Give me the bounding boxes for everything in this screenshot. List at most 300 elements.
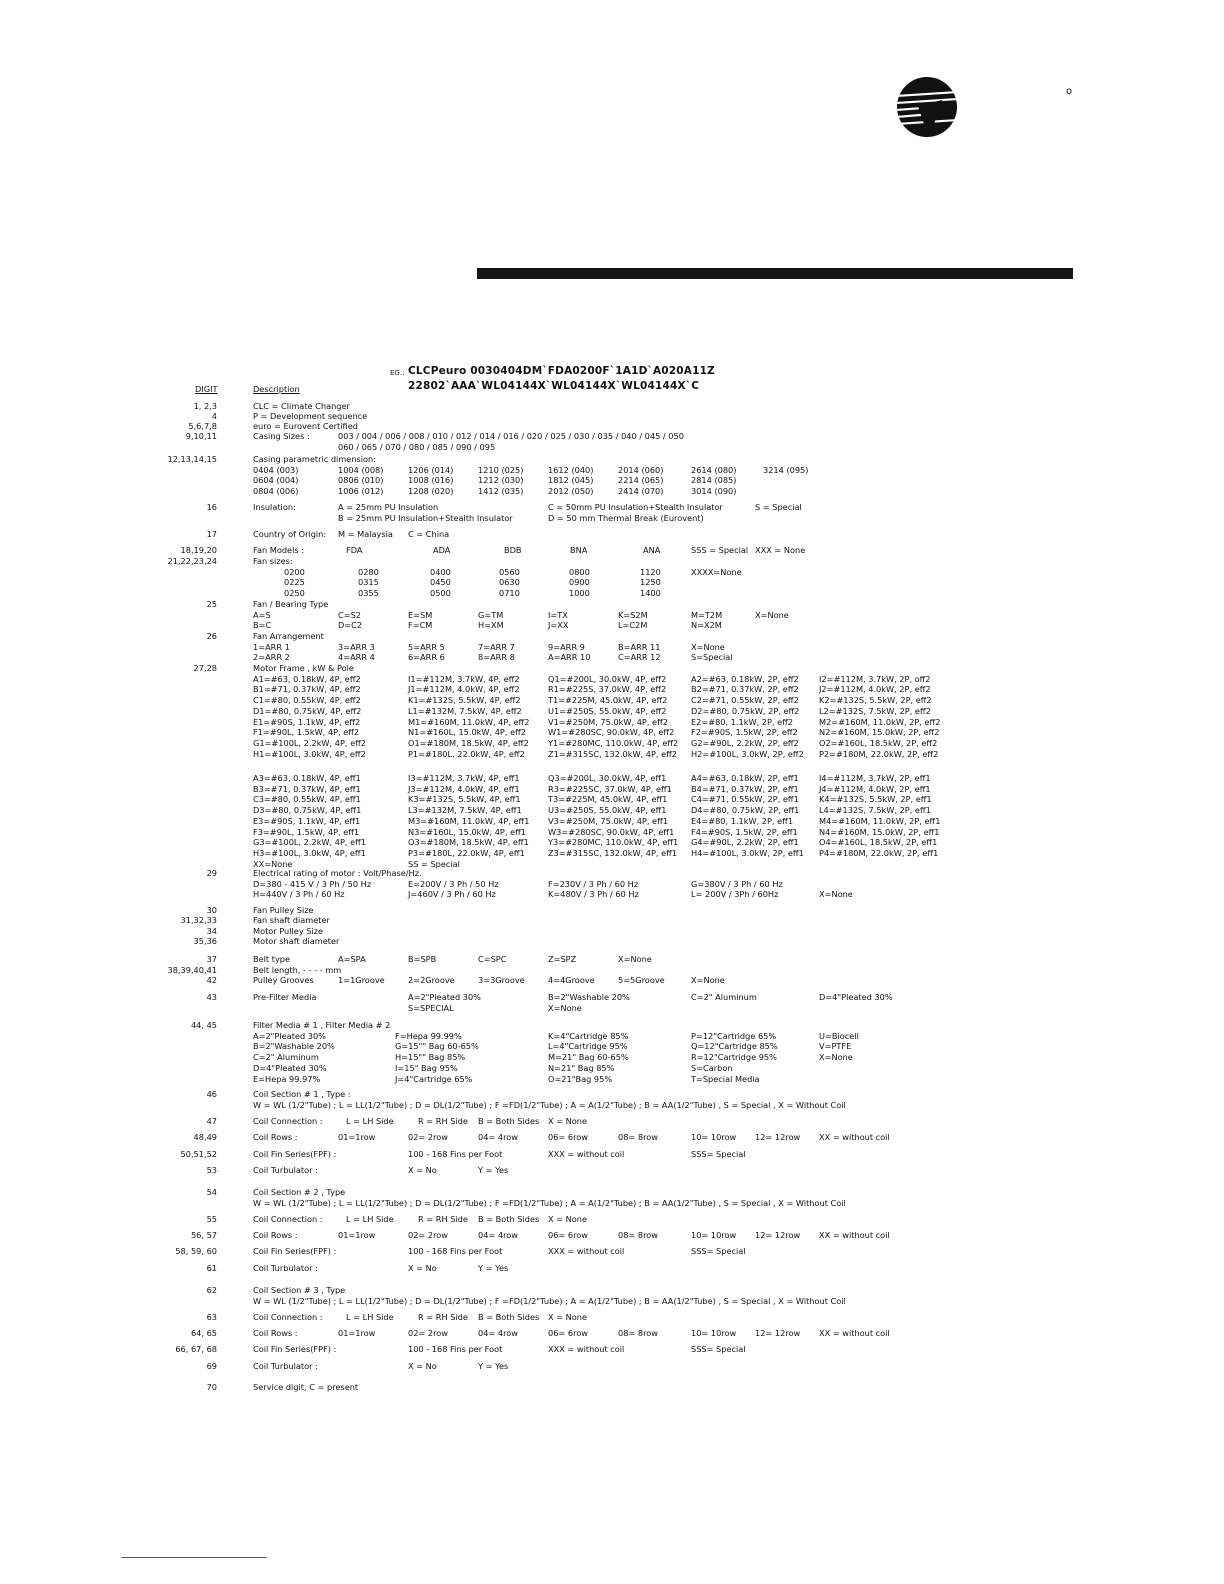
description-cell: L = LH Side <box>346 1312 394 1322</box>
description-cell: 0400 <box>430 566 451 577</box>
description-cell: X = No <box>408 1361 437 1371</box>
description-cell: 8=ARR 8 <box>478 652 515 663</box>
description-cell: Pulley Grooves <box>253 975 314 985</box>
description-cell: E1=#90S, 1.1kW, 4P, eff2 <box>253 716 361 727</box>
description-cell: 2614 (080) <box>691 464 737 475</box>
description-cell: G3=#100L, 2.2kW, 4P, eff1 <box>253 837 366 848</box>
description-cell: Coil Connection : <box>253 1312 323 1322</box>
description-cell: 06= 6row <box>548 1132 588 1142</box>
description-cell: C = 50mm PU Insulation+Stealth Insulator <box>548 502 723 512</box>
description-cell: L = LH Side <box>346 1116 394 1126</box>
description-cell: O2=#160L, 18.5kW, 2P, eff2 <box>819 737 938 748</box>
description-cell: 1612 (040) <box>548 464 594 475</box>
description-cell: B = Both Sides <box>478 1312 540 1322</box>
description-cell: N=X2M <box>691 620 722 631</box>
description-cell: F3=#90L, 1.5kW, 4P, eff1 <box>253 826 360 837</box>
description-cell: K4=#132S, 5.5kW, 2P, eff1 <box>819 794 932 805</box>
description-cell: 12= 12row <box>755 1132 801 1142</box>
description-cell: D=C2 <box>338 620 363 631</box>
description-cell: F=Hepa 99.99% <box>395 1030 462 1041</box>
description-cell: X=None <box>548 1002 582 1013</box>
description-line: Coil Section # 2 , Type <box>253 1187 346 1197</box>
description-cell: N=21" Bag 85% <box>548 1062 615 1073</box>
description-cell: 01=1row <box>338 1132 376 1142</box>
description-cell: Fan / Bearing Type <box>253 599 329 609</box>
description-cell: J1=#112M, 4.0kW, 4P, eff2 <box>408 684 520 695</box>
description-cell: C=SPC <box>478 954 507 964</box>
description-cell: 08= 8row <box>618 1328 658 1338</box>
description-cell: FDA <box>346 545 363 555</box>
description-cell: Casing Sizes : <box>253 431 310 441</box>
description-cell: A2=#63, 0.18kW, 2P, eff2 <box>691 673 799 684</box>
description-cell: 06= 6row <box>548 1230 588 1240</box>
description-cell: M=21" Bag 60-65% <box>548 1052 629 1063</box>
description-cell: O1=#180M, 18.5kW, 4P, eff2 <box>408 737 529 748</box>
description-cell: B=2"Washable 20% <box>253 1041 335 1052</box>
description-cell: Insulation: <box>253 502 296 512</box>
description-cell: V=PTFE <box>819 1041 852 1052</box>
description-cell: R=12"Cartridge 95% <box>691 1052 777 1063</box>
digit-label: 70 <box>206 1382 217 1392</box>
description-cell: I=TX <box>548 609 568 620</box>
description-cell: V1=#250M, 75.0kW, 4P, eff2 <box>548 716 668 727</box>
digit-label: 34 <box>206 926 217 936</box>
description-cell: G=TM <box>478 609 504 620</box>
description-cell: B = Both Sides <box>478 1116 540 1126</box>
description-cell: B3=#71, 0.37kW, 4P, eff1 <box>253 783 361 794</box>
digit-label: 16 <box>206 502 217 512</box>
description-cell: XX=None <box>253 858 293 869</box>
description-cell: H3=#100L, 3.0kW, 4P, eff1 <box>253 847 366 858</box>
description-cell: Coil Turbulator : <box>253 1361 318 1371</box>
description-cell: S=Special <box>691 652 733 663</box>
description-cell: Country of Origin: <box>253 529 327 539</box>
description-cell: 04= 4row <box>478 1230 518 1240</box>
description-cell: F=CM <box>408 620 433 631</box>
description-cell: B=SPB <box>408 954 437 964</box>
description-cell: Z=SPZ <box>548 954 577 964</box>
description-cell: Q3=#200L, 30.0kW, 4P, eff1 <box>548 773 667 783</box>
digit-label: 31,32,33 <box>180 915 217 925</box>
description-cell: J2=#112M, 4.0kW, 2P, eff2 <box>819 684 931 695</box>
description-cell: B2=#71, 0.37kW, 2P, eff2 <box>691 684 799 695</box>
description-cell: S=Carbon <box>691 1062 733 1073</box>
description-cell: 12= 12row <box>755 1230 801 1240</box>
description-cell: J=460V / 3 Ph / 60 Hz <box>408 889 496 900</box>
description-line: W = WL (1/2"Tube) ; L = LL(1/2"Tube) ; D = DL(1/2"Tube) ; F =FD(1/2"Tube) ; A = A(1/2"Tube) ; B = AA(1/2"Tube) , S = Special , X = Without Coil <box>253 1197 846 1208</box>
description-cell: 0900 <box>569 577 590 588</box>
description-cell: C4=#71, 0.55kW, 2P, eff1 <box>691 794 799 805</box>
description-cell: C3=#80, 0.55kW, 4P, eff1 <box>253 794 361 805</box>
description-cell: ANA <box>643 545 661 555</box>
description-cell: A=2"Pleated 30% <box>253 1030 326 1041</box>
description-cell: M1=#160M, 11.0kW, 4P, eff2 <box>408 716 530 727</box>
description-cell: Z1=#315SC, 132.0kW, 4P, eff2 <box>548 748 678 759</box>
description-cell: 0804 (006) <box>253 486 299 497</box>
description-cell: E2=#80, 1.1kW, 2P, eff2 <box>691 716 794 727</box>
description-cell: 08= 8row <box>618 1230 658 1240</box>
digit-label: 64, 65 <box>190 1328 217 1338</box>
description-cell: 6=ARR 6 <box>408 652 445 663</box>
description-cell: 2014 (060) <box>618 464 664 475</box>
description-cell: 3=ARR 3 <box>338 641 375 652</box>
description-line: Belt length, - - - - mm <box>253 965 342 975</box>
description-cell: A=2"Pleated 30% <box>408 992 481 1002</box>
description-cell: 0404 (003) <box>253 464 299 475</box>
description-cell: H=440V / 3 Ph / 60 Hz <box>253 889 345 900</box>
description-cell: K=4"Cartridge 85% <box>548 1030 629 1041</box>
description-cell: L = LH Side <box>346 1214 394 1224</box>
description-cell: V3=#250M, 75.0kW, 4P, eff1 <box>548 815 668 826</box>
description-cell: M = Malaysia <box>338 529 393 539</box>
description-cell: D1=#80, 0.75kW, 4P, eff2 <box>253 705 362 716</box>
description-cell: L= 200V / 3Ph / 60Hz <box>691 889 779 900</box>
registered-mark: o <box>1066 86 1073 97</box>
description-cell: 100 - 168 Fins per Foot <box>408 1149 503 1159</box>
description-cell: H4=#100L, 3.0kW, 2P, eff1 <box>691 847 804 858</box>
description-cell: Coil Rows : <box>253 1132 298 1142</box>
description-cell: X=None <box>691 975 725 985</box>
digit-label: 43 <box>206 992 217 1002</box>
description-cell: C=ARR 12 <box>618 652 661 663</box>
description-cell: 1120 <box>640 566 661 577</box>
description-cell: 3014 (090) <box>691 486 737 497</box>
description-cell: F4=#90S, 1.5kW, 2P, eff1 <box>691 826 798 837</box>
description-cell: 0604 (004) <box>253 475 299 486</box>
description-cell: Coil Turbulator : <box>253 1263 318 1273</box>
description-cell: B=C <box>253 620 272 631</box>
description-cell: R3=#225SC, 37.0kW, 4P, eff1 <box>548 783 672 794</box>
description-cell: N2=#160M, 15.0kW, 2P, eff2 <box>819 727 940 738</box>
digit-label: 61 <box>206 1263 217 1273</box>
description-cell: R = RH Side <box>418 1214 468 1224</box>
description-cell: SSS= Special <box>691 1344 746 1354</box>
description-line: W = WL (1/2"Tube) ; L = LL(1/2"Tube) ; D = DL(1/2"Tube) ; F =FD(1/2"Tube) ; A = A(1/2"Tube) ; B = AA(1/2"Tube) , S = Special , X = Without Coil <box>253 1295 846 1306</box>
description-cell: A = 25mm PU Insulation <box>338 502 439 512</box>
description-cell: 1812 (045) <box>548 475 594 486</box>
description-cell: 1004 (008) <box>338 464 384 475</box>
digit-label: 55 <box>206 1214 217 1224</box>
description-cell: A=SPA <box>338 954 366 964</box>
description-line: W = WL (1/2"Tube) ; L = LL(1/2"Tube) ; D = DL(1/2"Tube) ; F =FD(1/2"Tube) ; A = A(1/2"Tube) ; B = AA(1/2"Tube) , S = Special , X = Without Coil <box>253 1099 846 1110</box>
description-cell: U=Biocell <box>819 1030 859 1041</box>
description-cell: 1212 (030) <box>478 475 524 486</box>
description-cell: K1=#132S, 5.5kW, 4P, eff2 <box>408 695 521 706</box>
description-cell: N4=#160M, 15.0kW, 2P, eff1 <box>819 826 940 837</box>
description-cell: G=380V / 3 Ph / 60 Hz <box>691 878 783 889</box>
description-cell: BDB <box>504 545 522 555</box>
digit-label: 62 <box>206 1285 217 1295</box>
description-cell: E=SM <box>408 609 433 620</box>
description-cell: E=200V / 3 Ph / 50 Hz <box>408 878 499 889</box>
digit-label: 9,10,11 <box>185 431 217 441</box>
description-line: Service digit, C = present <box>253 1382 359 1392</box>
description-cell: U1=#250S, 55.0kW, 4P, eff2 <box>548 705 667 716</box>
description-cell: XXX = without coil <box>548 1246 625 1256</box>
description-cell: 4=ARR 4 <box>338 652 375 663</box>
description-cell: D2=#80, 0.75kW, 2P, eff2 <box>691 705 800 716</box>
description-line: Fan shaft diameter <box>253 915 330 925</box>
description-cell: 100 - 168 Fins per Foot <box>408 1246 503 1256</box>
digit-label: 63 <box>206 1312 217 1322</box>
description-cell: F2=#90S, 1.5kW, 2P, eff2 <box>691 727 798 738</box>
description-cell: SSS = Special <box>691 545 749 555</box>
digit-label: 30 <box>206 905 217 915</box>
description-cell: L=4"Cartridge 95% <box>548 1041 628 1052</box>
description-cell: 2214 (065) <box>618 475 664 486</box>
description-cell: C2=#71, 0.55kW, 2P, eff2 <box>691 695 799 706</box>
description-cell: 06= 6row <box>548 1328 588 1338</box>
digit-label: 25 <box>206 599 217 609</box>
description-cell: 02= 2row <box>408 1328 448 1338</box>
description-cell: B = Both Sides <box>478 1214 540 1224</box>
footnote-rule <box>121 1557 267 1558</box>
description-cell: E3=#90S, 1.1kW, 4P, eff1 <box>253 815 361 826</box>
description-cell: I1=#112M, 3.7kW, 4P, eff2 <box>408 673 520 684</box>
description-line: Coil Section # 1 , Type : <box>253 1089 351 1099</box>
description-cell: 0225 <box>284 577 305 588</box>
description-cell: C=2" Aluminum <box>253 1052 319 1063</box>
description-cell: B=ARR 11 <box>618 641 661 652</box>
description-cell: N3=#160L, 15.0kW, 4P, eff1 <box>408 826 526 837</box>
description-cell: W1=#280SC, 90.0kW, 4P, eff2 <box>548 727 675 738</box>
description-cell: 0355 <box>358 588 379 599</box>
description-cell: 1250 <box>640 577 661 588</box>
description-cell: S=SPECIAL <box>408 1002 454 1013</box>
description-cell: Fan Arrangement <box>253 631 324 641</box>
description-cell: ADA <box>433 545 451 555</box>
description-cell: 1400 <box>640 588 661 599</box>
description-line: CLC = Climate Changer <box>253 401 350 411</box>
description-cell: D4=#80, 0.75kW, 2P, eff1 <box>691 805 800 816</box>
description-cell: R = RH Side <box>418 1116 468 1126</box>
description-cell: 0450 <box>430 577 451 588</box>
description-cell: P3=#180L, 22.0kW, 4P, eff1 <box>408 847 525 858</box>
digit-label: 5,6,7,8 <box>188 421 217 431</box>
description-cell: 2814 (085) <box>691 475 737 486</box>
description-cell: P2=#180M, 22.0kW, 2P, eff2 <box>819 748 939 759</box>
description-cell: XX = without coil <box>819 1132 890 1142</box>
description-cell: G4=#90L, 2.2kW, 2P, eff1 <box>691 837 799 848</box>
description-cell: Coil Turbulator : <box>253 1165 318 1175</box>
description-cell: 7=ARR 7 <box>478 641 515 652</box>
description-cell: 060 / 065 / 070 / 080 / 085 / 090 / 095 <box>338 441 496 452</box>
description-cell: XXX = None <box>755 545 806 555</box>
description-cell: 10= 10row <box>691 1132 737 1142</box>
digit-label: 27,28 <box>193 663 217 673</box>
description-cell: I2=#112M, 3.7kW, 2P, off2 <box>819 673 931 684</box>
digit-label: 44, 45 <box>190 1020 217 1030</box>
description-cell: Fan Models : <box>253 545 304 555</box>
description-cell: Z3=#315SC, 132.0kW, 4P, eff1 <box>548 847 678 858</box>
description-cell: 1000 <box>569 588 590 599</box>
description-cell: 04= 4row <box>478 1132 518 1142</box>
description-cell: Coil Connection : <box>253 1116 323 1126</box>
description-cell: 10= 10row <box>691 1230 737 1240</box>
description-cell: M=T2M <box>691 609 723 620</box>
description-cell: F=230V / 3 Ph / 60 Hz <box>548 878 639 889</box>
description-line: Coil Section # 3 , Type <box>253 1285 346 1295</box>
description-cell: Y = Yes <box>478 1263 509 1273</box>
digit-label: 29 <box>206 868 217 878</box>
description-cell: K=480V / 3 Ph / 60 Hz <box>548 889 639 900</box>
description-cell: 4=4Groove <box>548 975 595 985</box>
description-cell: Coil Connection : <box>253 1214 323 1224</box>
description-cell: Y3=#280MC, 110.0kW, 4P, eff1 <box>548 837 679 848</box>
description-cell: P=12"Cartridge 65% <box>691 1030 777 1041</box>
description-cell: BNA <box>570 545 588 555</box>
description-cell: X=None <box>618 954 652 964</box>
description-cell: 0315 <box>358 577 379 588</box>
description-cell: 1210 (025) <box>478 464 524 475</box>
description-cell: C=2" Aluminum <box>691 992 757 1002</box>
description-cell: 9=ARR 9 <box>548 641 585 652</box>
description-cell: X = None <box>548 1312 588 1322</box>
description-cell: B=2"Washable 20% <box>548 992 630 1002</box>
description-cell: 0250 <box>284 588 305 599</box>
digit-label: 4 <box>211 411 217 421</box>
description-cell: 0500 <box>430 588 451 599</box>
description-cell: 1208 (020) <box>408 486 454 497</box>
example-code-line-2: 22802`AAA`WL04144X`WL04144X`WL04144X`C <box>408 380 700 392</box>
description-cell: M3=#160M, 11.0kW, 4P, eff1 <box>408 815 530 826</box>
description-cell: X = None <box>548 1116 588 1126</box>
description-cell: M4=#160M, 11.0kW, 2P, eff1 <box>819 815 941 826</box>
description-cell: 3214 (095) <box>763 464 809 475</box>
description-cell: J3=#112M, 4.0kW, 4P, eff1 <box>408 783 520 794</box>
description-line: Fan Pulley Size <box>253 905 314 915</box>
description-line: P = Development sequence <box>253 411 368 421</box>
digit-label: 48,49 <box>193 1132 217 1142</box>
description-cell: SSS= Special <box>691 1149 746 1159</box>
description-cell: Pre-Filter Media <box>253 992 317 1002</box>
description-cell: A4=#63, 0.18kW, 2P, eff1 <box>691 773 799 783</box>
digit-header: DIGIT <box>195 384 218 394</box>
description-cell: T=Special Media <box>691 1073 760 1084</box>
description-cell: 2414 (070) <box>618 486 664 497</box>
description-cell: L3=#132M, 7.5kW, 4P, eff1 <box>408 805 522 816</box>
description-cell: Filter Media # 1 , Filter Media # 2 <box>253 1020 391 1030</box>
digit-label: 58, 59, 60 <box>175 1246 217 1256</box>
description-cell: 0560 <box>499 566 520 577</box>
description-cell: L4=#132S, 7.5kW, 2P, eff1 <box>819 805 931 816</box>
description-cell: Coil Fin Series(FPF) : <box>253 1246 337 1256</box>
description-cell: Q=12"Cartridge 85% <box>691 1041 778 1052</box>
description-cell: O3=#180M, 18.5kW, 4P, eff1 <box>408 837 529 848</box>
description-cell: 5=5Groove <box>618 975 665 985</box>
description-cell: 1006 (012) <box>338 486 384 497</box>
description-cell: S = Special <box>755 502 802 512</box>
description-cell: O4=#160L, 18.5kW, 2P, eff1 <box>819 837 938 848</box>
description-cell: X = No <box>408 1165 437 1175</box>
description-cell: Motor Frame , kW & Pole <box>253 663 354 673</box>
description-cell: Q1=#200L, 30.0kW, 4P, eff2 <box>548 673 667 684</box>
trane-logo <box>896 76 958 138</box>
description-cell: 100 - 168 Fins per Foot <box>408 1344 503 1354</box>
description-cell: X = No <box>408 1263 437 1273</box>
description-cell: Belt type <box>253 954 291 964</box>
digit-label: 53 <box>206 1165 217 1175</box>
description-cell: 01=1row <box>338 1328 376 1338</box>
description-cell: B4=#71, 0.37kW, 2P, eff1 <box>691 783 799 794</box>
description-cell: Electrical rating of motor : Volt/Phase/Hz. <box>253 868 422 878</box>
description-cell: 003 / 004 / 006 / 008 / 010 / 012 / 014 / 016 / 020 / 025 / 030 / 035 / 040 / 045 / 050 <box>338 431 684 441</box>
description-cell: 3=3Groove <box>478 975 525 985</box>
description-cell: P4=#180M, 22.0kW, 2P, eff1 <box>819 847 939 858</box>
description-cell: 1=ARR 1 <box>253 641 290 652</box>
description-cell: 02= 2row <box>408 1230 448 1240</box>
description-cell: I4=#112M, 3.7kW, 2P, eff1 <box>819 773 931 783</box>
description-cell: 2=2Groove <box>408 975 455 985</box>
digit-label: 42 <box>206 975 217 985</box>
description-line: euro = Eurovent Certified <box>253 421 358 431</box>
description-cell: R = RH Side <box>418 1312 468 1322</box>
example-code-line-1: CLCPeuro 0030404DM`FDA0200F`1A1D`A020A11Z <box>408 365 715 377</box>
description-cell: 0280 <box>358 566 379 577</box>
digit-label: 46 <box>206 1089 217 1099</box>
description-cell: D3=#80, 0.75kW, 4P, eff1 <box>253 805 362 816</box>
description-cell: H2=#100L, 3.0kW, 2P, eff2 <box>691 748 804 759</box>
description-cell: D=380 - 415 V / 3 Ph / 50 Hz <box>253 878 372 889</box>
description-cell: A=S <box>253 609 271 620</box>
description-cell: R1=#225S, 37.0kW, 4P, eff2 <box>548 684 667 695</box>
description-cell: 0630 <box>499 577 520 588</box>
digit-label: 21,22,23,24 <box>167 556 217 566</box>
digit-label: 35,36 <box>193 936 217 946</box>
description-cell: C1=#80, 0.55kW, 4P, eff2 <box>253 695 361 706</box>
description-cell: C = China <box>408 529 450 539</box>
description-cell: T3=#225M, 45.0kW, 4P, eff1 <box>548 794 668 805</box>
digit-label: 12,13,14,15 <box>167 454 217 464</box>
description-cell: Coil Fin Series(FPF) : <box>253 1344 337 1354</box>
description-cell: 2=ARR 2 <box>253 652 290 663</box>
description-cell: I3=#112M, 3.7kW, 4P, eff1 <box>408 773 520 783</box>
description-cell: A=ARR 10 <box>548 652 591 663</box>
description-cell: 08= 8row <box>618 1132 658 1142</box>
digit-label: 66, 67, 68 <box>175 1344 217 1354</box>
description-cell: XX = without coil <box>819 1328 890 1338</box>
example-prefix: EG.: <box>390 369 405 377</box>
description-cell: XX = without coil <box>819 1230 890 1240</box>
description-cell: D=4"Pleated 30% <box>819 992 893 1002</box>
description-cell: J4=#112M, 4.0kW, 2P, eff1 <box>819 783 931 794</box>
description-cell: 5=ARR 5 <box>408 641 445 652</box>
description-cell: K3=#132S, 5.5kW, 4P, eff1 <box>408 794 521 805</box>
description-cell: XXX = without coil <box>548 1344 625 1354</box>
description-cell: 01=1row <box>338 1230 376 1240</box>
description-cell: X=None <box>691 641 725 652</box>
description-cell: G2=#90L, 2.2kW, 2P, eff2 <box>691 737 799 748</box>
description-cell: 12= 12row <box>755 1328 801 1338</box>
description-cell: 1412 (035) <box>478 486 524 497</box>
description-cell: L=C2M <box>618 620 648 631</box>
description-cell: P1=#180L, 22.0kW, 4P, eff2 <box>408 748 525 759</box>
digit-label: 18,19,20 <box>180 545 217 555</box>
description-cell: W3=#280SC, 90.0kW, 4P, eff1 <box>548 826 675 837</box>
description-cell: L1=#132M, 7.5kW, 4P, eff2 <box>408 705 522 716</box>
description-cell: 10= 10row <box>691 1328 737 1338</box>
description-cell: Y = Yes <box>478 1165 509 1175</box>
description-cell: F1=#90L, 1.5kW, 4P, eff2 <box>253 727 360 738</box>
description-cell: SSS= Special <box>691 1246 746 1256</box>
description-cell: D=4"Pleated 30% <box>253 1062 327 1073</box>
description-cell: Coil Rows : <box>253 1230 298 1240</box>
description-cell: U3=#250S, 55.0kW, 4P, eff1 <box>548 805 667 816</box>
description-cell: B = 25mm PU Insulation+Stealth Insulator <box>338 512 513 523</box>
digit-label: 69 <box>206 1361 217 1371</box>
digit-label: 38,39,40,41 <box>167 965 217 975</box>
description-cell: N1=#160L, 15.0kW, 4P, eff2 <box>408 727 526 738</box>
